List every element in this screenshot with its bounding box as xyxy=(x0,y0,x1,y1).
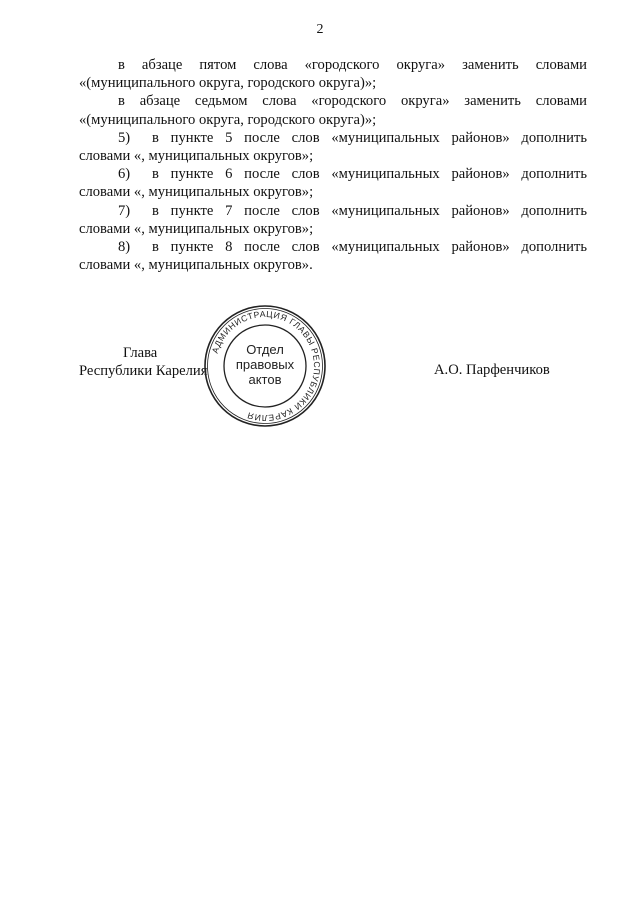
official-stamp xyxy=(203,304,327,428)
paragraph xyxy=(79,165,587,201)
paragraph-continuation: словами «, муниципальных округов»; xyxy=(79,148,314,165)
stamp-center-line: актов xyxy=(248,372,282,387)
paragraph xyxy=(79,56,587,92)
paragraph-continuation: словами «, муниципальных округов». xyxy=(79,257,313,274)
paragraph-continuation: словами «, муниципальных округов»; xyxy=(79,184,314,201)
paragraph-continuation: «(муниципального округа, городского округа)»; xyxy=(79,75,377,92)
signatory-region: Республики Карелия xyxy=(79,363,208,379)
item-number: 5) xyxy=(118,129,131,146)
paragraph-first-line: в пункте 5 после слов «муниципальных районов» дополнить xyxy=(152,129,587,146)
item-number: 6) xyxy=(118,166,131,183)
paragraph-first-line: в пункте 8 после слов «муниципальных районов» дополнить xyxy=(152,239,587,256)
item-number: 7) xyxy=(118,202,131,219)
stamp-center-line: Отдел xyxy=(246,342,284,357)
paragraph-continuation: «(муниципального округа, городского округа)»; xyxy=(79,111,377,128)
paragraph xyxy=(79,202,587,238)
item-number: 8) xyxy=(118,239,131,256)
paragraph-first-line: в абзаце пятом слова «городского округа» заменить словами xyxy=(118,57,587,73)
paragraph-first-line: в абзаце седьмом слова «городского округа» заменить словами xyxy=(118,93,587,110)
paragraph xyxy=(79,238,587,274)
paragraph-continuation: словами «, муниципальных округов»; xyxy=(79,220,314,237)
page-number: 2 xyxy=(316,22,324,37)
paragraph-first-line: в пункте 6 после слов «муниципальных районов» дополнить xyxy=(152,166,587,183)
paragraph xyxy=(79,92,587,128)
signatory-title: Глава xyxy=(123,345,158,361)
signature-block xyxy=(79,344,207,380)
paragraph-first-line: в пункте 7 после слов «муниципальных районов» дополнить xyxy=(152,202,587,219)
document-body xyxy=(79,56,587,274)
signatory-name: А.О. Парфенчиков xyxy=(434,362,550,378)
stamp-center-line: правовых xyxy=(235,357,295,372)
paragraph xyxy=(79,129,587,165)
stamp-ring-text: АДМИНИСТРАЦИЯ ГЛАВЫ РЕСПУБЛИКИ КАРЕЛИЯ xyxy=(209,308,323,424)
